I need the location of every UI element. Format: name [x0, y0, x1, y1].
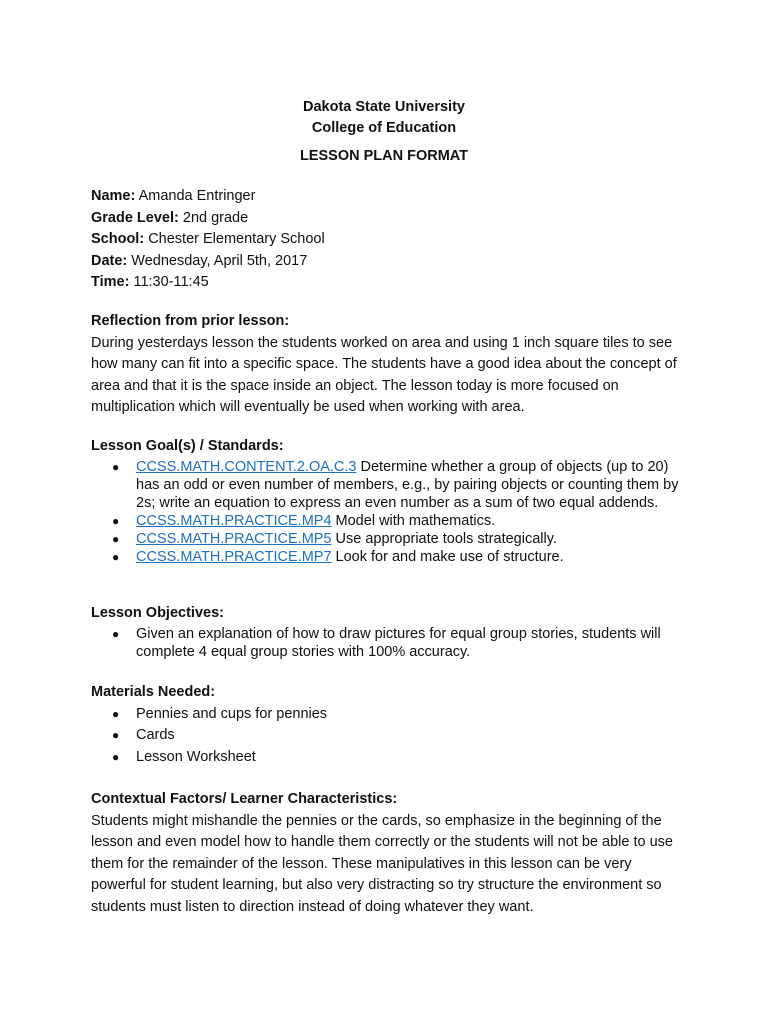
time-line [91, 272, 681, 294]
goals-title: Lesson Goal(s) / Standards: [91, 438, 284, 454]
time-label: Time: [91, 274, 130, 291]
school-line [91, 229, 681, 251]
university-name: Dakota State University [303, 99, 465, 115]
grade-line [91, 208, 681, 230]
bullet-icon: ● [112, 513, 120, 528]
college-name: College of Education [311, 120, 457, 136]
material-text: Lesson Worksheet [136, 748, 256, 765]
material-item [91, 725, 681, 747]
school-value: Chester Elementary School [148, 231, 325, 248]
standard-link-oa-c3[interactable]: CCSS.MATH.CONTENT.2.OA.C.3 [136, 458, 357, 475]
date-value: Wednesday, April 5th, 2017 [131, 252, 308, 269]
material-item [91, 747, 681, 769]
standard-link-mp5[interactable]: CCSS.MATH.PRACTICE.MP5 [136, 530, 332, 547]
bullet-icon: ● [112, 706, 120, 721]
contextual-text: Students might mishandle the pennies or the cards, so emphasize in the beginning of the lesson and even model how to handle them correctly or the students will not be able to use them for the remainder of the lesson. These manipulatives in this lesson can be very powerful for student learning, but also very distracting so try structure the environment so students must listen to direction instead of doing whatever they want. [91, 812, 673, 915]
grade-label: Grade Level: [91, 209, 179, 226]
format-title: LESSON PLAN FORMAT [299, 148, 469, 164]
standard-link-mp7[interactable]: CCSS.MATH.PRACTICE.MP7 [136, 548, 332, 565]
grade-value: 2nd grade [182, 209, 249, 226]
bullet-icon: ● [112, 749, 120, 764]
goal-text: Look for and make use of structure. [331, 548, 564, 565]
bullet-icon: ● [112, 728, 120, 743]
reflection-text: During yesterdays lesson the students worked on area and using 1 inch square tiles to see how many can fit into a specific space. The students have a good idea about the concept of area and that it is the space inside an object. The lesson today is more focused on multiplication which will eventually be used when working with area. [91, 334, 677, 416]
bullet-icon: ● [112, 459, 120, 474]
goal-item [91, 548, 681, 566]
reflection-title: Reflection from prior lesson: [91, 313, 290, 329]
goals-section [91, 436, 681, 566]
materials-section [91, 682, 681, 768]
bullet-icon: ● [112, 626, 120, 641]
material-text: Cards [136, 727, 175, 744]
goal-item [91, 512, 681, 530]
goal-text: Model with mathematics. [331, 512, 496, 529]
goal-item [91, 458, 681, 512]
date-label: Date: [91, 252, 128, 269]
name-value: Amanda Entringer [138, 188, 256, 204]
materials-title: Materials Needed: [91, 684, 216, 700]
name-label: Name: [91, 188, 136, 204]
date-line [91, 251, 681, 273]
materials-list [91, 704, 681, 769]
contextual-title: Contextual Factors/ Learner Characteristics: [91, 791, 398, 807]
info-section [91, 186, 681, 294]
goal-item [91, 530, 681, 548]
goals-list [91, 458, 681, 566]
bullet-icon: ● [112, 531, 120, 546]
bullet-icon: ● [112, 549, 120, 564]
time-value: 11:30-11:45 [133, 274, 209, 291]
objective-item [91, 625, 681, 661]
objectives-list [91, 625, 681, 661]
school-label: School: [91, 231, 145, 248]
standard-link-mp4[interactable]: CCSS.MATH.PRACTICE.MP4 [136, 512, 332, 529]
objective-text: Given an explanation of how to draw pictures for equal group stories, students will complete 4 equal group stories with 100% accuracy. [136, 625, 661, 660]
goal-text: Use appropriate tools strategically. [331, 530, 557, 547]
material-item [91, 704, 681, 726]
objectives-title: Lesson Objectives: [91, 605, 224, 621]
material-text: Pennies and cups for pennies [136, 705, 328, 722]
reflection-section [91, 311, 681, 419]
objectives-section [91, 603, 681, 661]
goal-text: Determine whether a group of objects (up to 20) has an odd or even number of members, e.g., by pairing objects or counting them by 2s; write an equation to express an even number as a sum of two equal addends. [136, 458, 679, 511]
name-line [91, 186, 681, 208]
contextual-section [91, 789, 681, 919]
